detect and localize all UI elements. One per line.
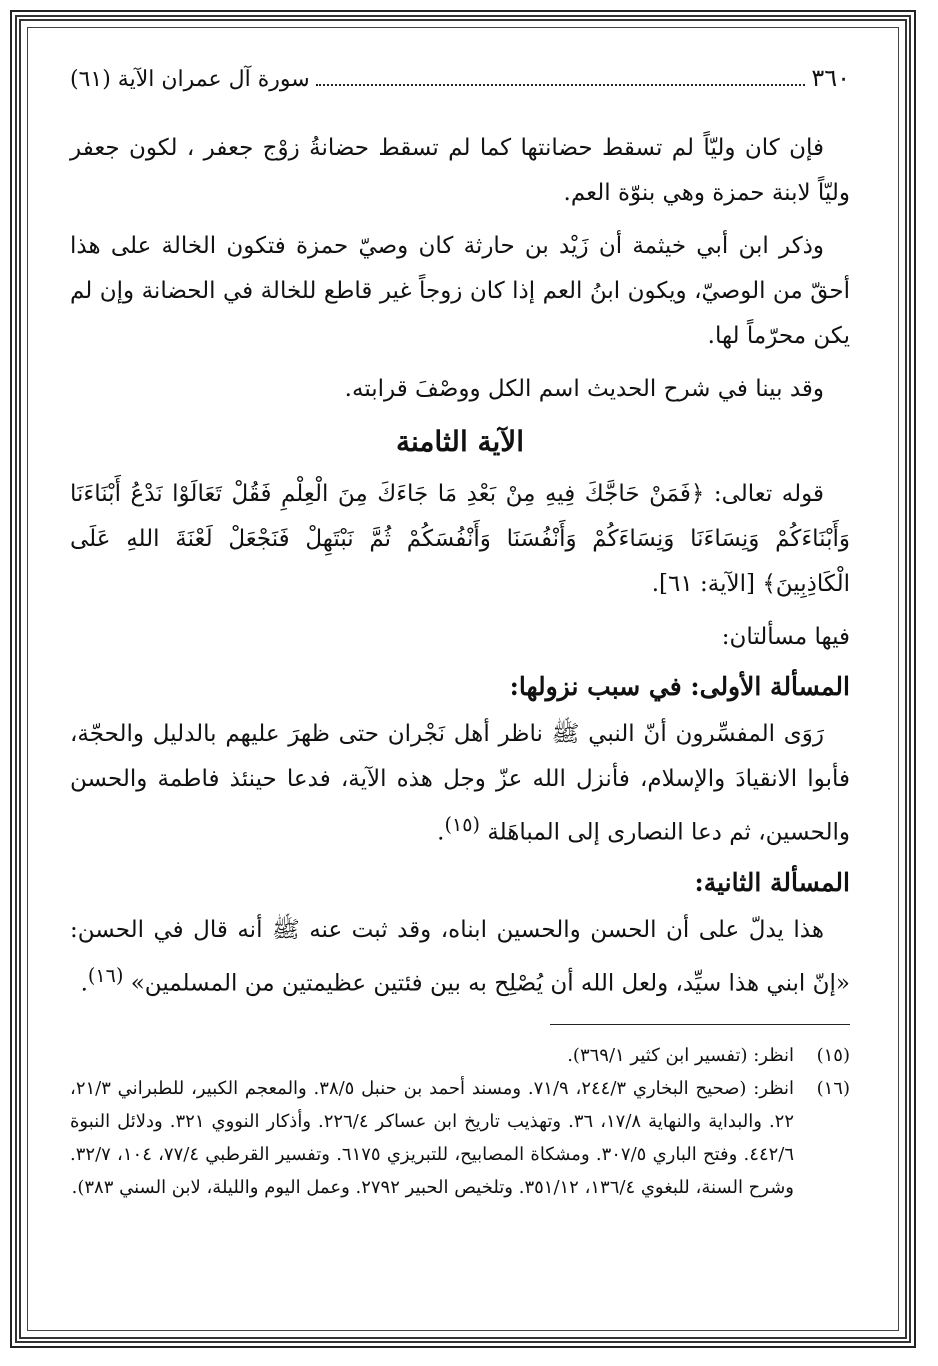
section-title: الآية الثامنة bbox=[395, 425, 525, 458]
issue-2-paragraph: هذا يدلّ على أن الحسن والحسين ابناه، وقد ثبت عنه ﷺ أنه قال في الحسن: «إنّ ابني هذا سيِّد، ولعل الله أن يُصْلِح به بين فئتين عظيمتين من المسلمين» $^{(١٦)}$. bbox=[70, 916, 850, 997]
spacer bbox=[70, 100, 850, 126]
footnote-text: انظر: (تفسير ابن كثير ٣٦٩/١). bbox=[567, 1045, 794, 1067]
verse-reference: [الآية: ٦١]. bbox=[651, 571, 755, 597]
paragraph-3: وقد بينا في شرح الحديث اسم الكل ووصْفَ قرابته. bbox=[344, 376, 824, 402]
footnote-ref-16: (١٦) bbox=[87, 963, 124, 987]
issue-2-title: المسألة الثانية: bbox=[694, 867, 850, 897]
header-dot-leader bbox=[316, 66, 806, 86]
footnote-16 bbox=[70, 1072, 850, 1204]
verse-intro: قوله تعالى: bbox=[713, 481, 825, 507]
spacer bbox=[70, 607, 850, 615]
running-title: سورة آل عمران الآية (٦١) bbox=[70, 67, 310, 92]
footnote-ref-15: (١٥) bbox=[444, 813, 481, 836]
paragraph-1: فإن كان وليّاً لم تسقط حضانتها كما لم تسقط حضانةُ زوْج جعفر ، لكون جعفر وليّاً لابنة حمزة وهي بنوّة العم. bbox=[70, 135, 850, 206]
footnote-number: (١٦) bbox=[816, 1078, 850, 1100]
paragraph-2: وذكر ابن أبي خيثمة أن زَيْد بن حارثة كان وصيّ حمزة فتكون الخالة على هذا أحقّ من الوصيّ، ويكون ابنُ العم إذا كان زوجاً غير قاطع للخالة في الحضانة وإن لم يكن محرّماً لها. bbox=[70, 233, 850, 349]
footnote-number: (١٥) bbox=[816, 1045, 850, 1067]
issue-1-paragraph: رَوَى المفسِّرون أنّ النبي ﷺ ناظر أهل نَجْران حتى ظهرَ عليهم بالدليل والحجّة، فأبوا الانقيادَ والإسلام، فأنزل الله عزّ وجل هذه الآية، فدعا حينئذ فاطمة والحسن والحسين، ثم دعا النصارى إلى المباهَلة $^{(١٥)}$. bbox=[70, 721, 850, 846]
footnote-text: انظر: (صحيح البخاري ٢٤٤/٣، ٧١/٩. ومسند أحمد بن حنبل ٣٨/٥. والمعجم الكبير، للطبراني ٢١/٣، ٢٢. والبداية والنهاية ١٧/٨، ٣٦. وتهذيب تاريخ ابن عساكر ٢٢٦/٤. وأذكار النووي ٣٢١. ودلائل النبوة ٤٤٢/٦. وفتح الباري ٣٠٧/٥. ومشكاة المصابيح، للتبريزي ٦١٧٥. وتفسير القرطبي ٧٧/٤، ١٠٤، ٣٢/٧. وشرح السنة، للبغوي ١٣٦/٤، ٣٥١/١٢. وتلخيص الحبير ٢٧٩٢. وعمل اليوم والليلة، لابن السني ٣٨٣). bbox=[70, 1078, 795, 1199]
page-content bbox=[70, 60, 850, 1204]
page-number: ٣٦٠ bbox=[811, 64, 850, 92]
footnote-separator bbox=[550, 1024, 850, 1025]
issue-2-text: هذا يدلّ على أن الحسن والحسين ابناه، وقد ثبت عنه ﷺ أنه قال في الحسن: «إنّ ابني هذا سيِّد، ولعل الله أن يُصْلِح به بين فئتين عظيمتين من المسلمين» bbox=[70, 916, 850, 997]
quran-verse: ﴿فَمَنْ حَاجَّكَ فِيهِ مِنْ بَعْدِ مَا جَاءَكَ مِنَ الْعِلْمِ فَقُلْ تَعَالَوْا نَدْعُ أَبْنَاءَنَا وَأَبْنَاءَكُمْ وَنِسَاءَنَا وَنِسَاءَكُمْ وَأَنْفُسَنَا وَأَنْفُسَكُمْ ثُمَّ نَبْتَهِلْ فَنَجْعَلْ لَعْنَةَ اللهِ عَلَى الْكَاذِبِينَ﴾ bbox=[70, 481, 850, 597]
spacer bbox=[70, 216, 850, 224]
spacer bbox=[70, 359, 850, 367]
running-header bbox=[70, 60, 850, 100]
two-issues-line: فيها مسألتان: bbox=[721, 624, 850, 650]
footnote-15 bbox=[70, 1039, 850, 1072]
issue-1-text: رَوَى المفسِّرون أنّ النبي ﷺ ناظر أهل نَجْران حتى ظهرَ عليهم بالدليل والحجّة، فأبوا الانقيادَ والإسلام، فأنزل الله عزّ وجل هذه الآية، فدعا حينئذ فاطمة والحسن والحسين، ثم دعا النصارى إلى المباهَلة bbox=[70, 721, 850, 846]
issue-1-title: المسألة الأولى: في سبب نزولها: bbox=[509, 672, 850, 701]
verse-paragraph bbox=[70, 472, 850, 607]
